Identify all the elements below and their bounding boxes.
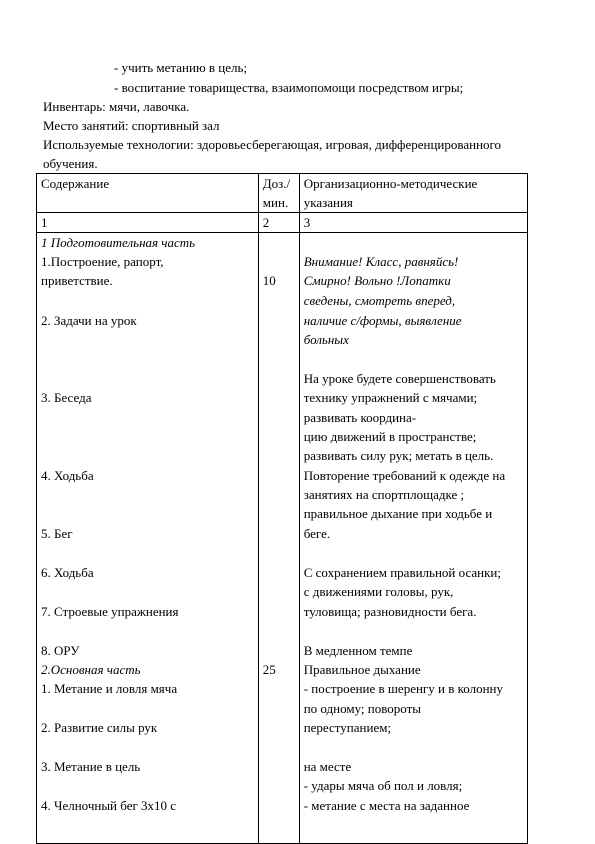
method-note: Правильное дыхание [303,662,421,677]
goal-line-throwing: - учить метанию в цель; [114,60,248,75]
header-dose: Доз./ мин. [258,174,299,213]
place-line: Место занятий: спортивный зал [43,118,220,133]
method-note: - метание с места на заданное [303,798,470,813]
goal-line-teamwork: - воспитание товарищества, взаимопомощи посредством игры; [114,80,464,95]
method-note: Повторение требований к одежде на [303,468,506,483]
method-cell [299,233,527,844]
method-note: технику упражнений с мячами; [303,390,478,405]
technologies-line: Используемые технологии: здоровьесберегающая, игровая, дифференцированного [43,137,502,152]
content-item: 6. Ходьба [41,565,94,580]
lesson-plan-table [36,173,528,844]
method-command: Смирно! Вольно !Лопатки [303,273,451,288]
dose-value: 25 [262,662,276,677]
content-item: приветствие. [41,273,113,288]
method-note: переступанием; [303,720,392,735]
method-note: занятиях на спортплощадке ; [303,487,465,502]
method-note: туловища; разновидности бега. [303,604,477,619]
content-cell [37,233,259,844]
content-item: 1.Построение, рапорт, [41,254,164,269]
method-note: правильное дыхание при ходьбе и [303,506,493,521]
content-item: 2. Задачи на урок [41,313,137,328]
technologies-line-continued: обучения. [43,156,98,171]
method-note: развивать координа- [303,410,417,425]
content-item: 3. Беседа [41,390,92,405]
dose-cell [258,233,299,844]
table-header-row [37,174,528,213]
method-note: С сохранением правильной осанки; [303,565,501,580]
method-command: больных [303,332,349,347]
method-note: В медленном темпе [303,643,413,658]
content-item: 4. Ходьба [41,468,94,483]
column-number: 1 [37,213,259,233]
method-command: сведены, смотреть вперед, [303,293,456,308]
table-body-row [37,233,528,844]
method-note: На уроке будете совершенствовать [303,371,496,386]
method-note: цию движений в пространстве; [303,429,477,444]
content-item: 2. Развитие силы рук [41,720,158,735]
content-item: 1. Метание и ловля мяча [41,681,178,696]
content-item: 3. Метание в цель [41,759,141,774]
method-note: с движениями головы, рук, [303,584,454,599]
method-note: - удары мяча об пол и ловля; [303,778,463,793]
dose-value: 10 [262,273,276,288]
method-note: - построение в шеренгу и в колонну [303,681,503,696]
method-command: Внимание! Класс, равняйсь! [303,254,459,269]
method-note: на месте [303,759,352,774]
content-item: 5. Бег [41,526,73,541]
inventory-line: Инвентарь: мячи, лавочка. [43,99,190,114]
column-number: 3 [299,213,527,233]
column-number: 2 [258,213,299,233]
section-title-preparatory: 1 Подготовительная часть [41,235,196,250]
content-item: 7. Строевые упражнения [41,604,179,619]
header-content: Содержание [37,174,259,213]
method-command: наличие с/формы, выявление [303,313,462,328]
section-title-main: 2.Основная часть [41,662,141,677]
header-method: Организационно-методические указания [299,174,527,213]
table-number-row [37,213,528,233]
method-note: беге. [303,526,331,541]
content-item: 4. Челночный бег 3х10 с [41,798,177,813]
method-note: развивать силу рук; метать в цель. [303,448,494,463]
content-item: 8. ОРУ [41,643,80,658]
method-note: по одному; повороты [303,701,422,716]
